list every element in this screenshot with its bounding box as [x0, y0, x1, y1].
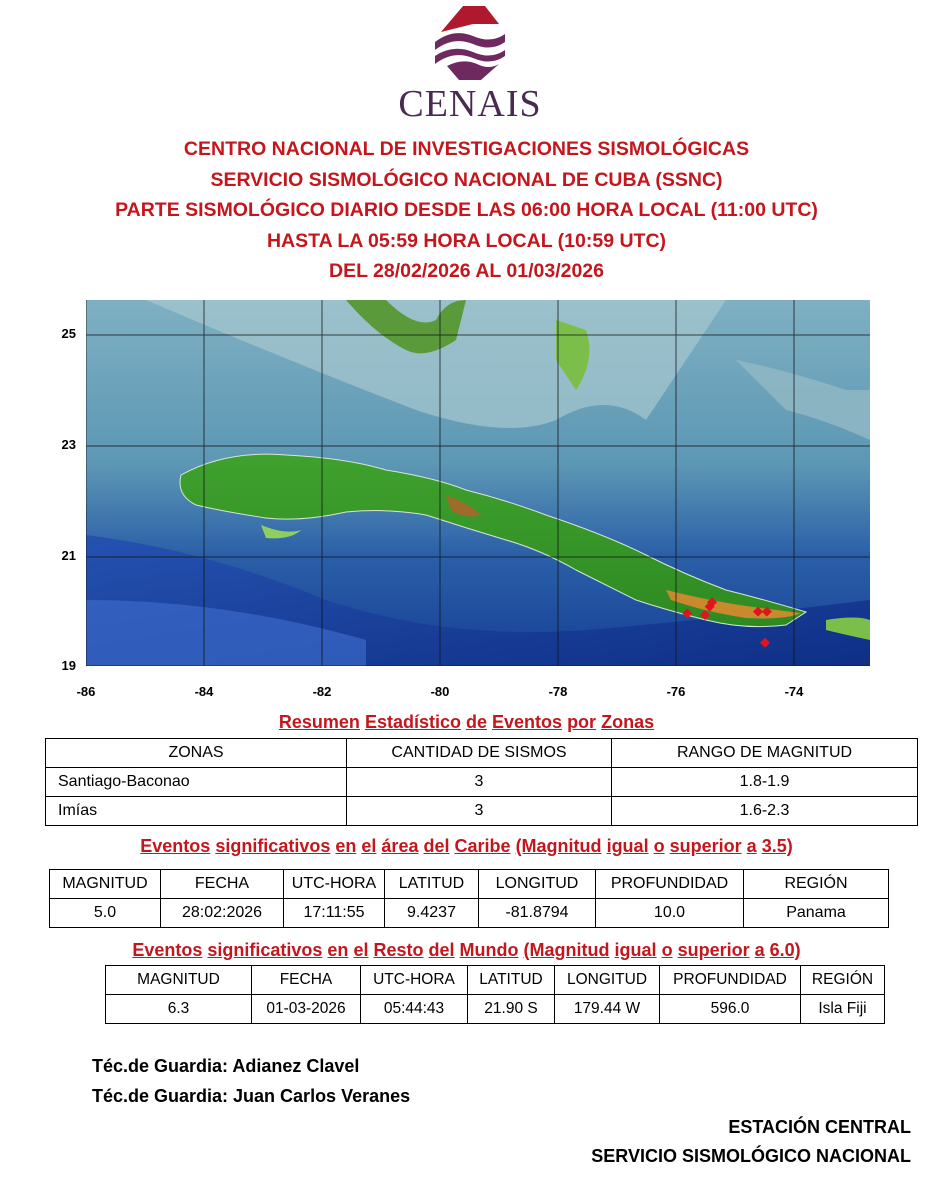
quake-count: 3: [347, 768, 612, 797]
column-header: LONGITUD: [479, 870, 596, 899]
y-tick-label: 19: [61, 658, 76, 673]
report-header: [0, 134, 933, 287]
table-header-row: [50, 870, 889, 899]
title-word: Zonas: [601, 712, 655, 732]
title-word: en: [335, 836, 357, 856]
event-time: 17:11:55: [284, 899, 385, 928]
column-header: UTC-HORA: [361, 966, 468, 995]
column-header: MAGNITUD: [50, 870, 161, 899]
event-latitude: 9.4237: [385, 899, 479, 928]
x-tick-label: -76: [666, 684, 686, 699]
footer-station: ESTACIÓN CENTRAL: [728, 1117, 911, 1137]
title-word: (Magnitud: [515, 836, 602, 856]
event-depth: 596.0: [660, 995, 801, 1024]
magnitude-range: 1.6-2.3: [612, 797, 918, 826]
zone-name: Imías: [46, 797, 347, 826]
map-canvas: [86, 300, 870, 666]
event-latitude: 21.90 S: [468, 995, 555, 1024]
table-header-row: [46, 739, 918, 768]
x-tick-label: -80: [430, 684, 450, 699]
column-header: LATITUD: [385, 870, 479, 899]
zones-title: [0, 712, 933, 733]
column-header: LATITUD: [468, 966, 555, 995]
x-tick-label: -74: [784, 684, 804, 699]
title-word: 3.5): [761, 836, 793, 856]
title-word: superior: [677, 940, 750, 960]
table-header-row: [106, 966, 885, 995]
table-row: [46, 768, 918, 797]
zones-table: [45, 738, 918, 826]
x-tick-label: -82: [312, 684, 332, 699]
event-region: Panama: [744, 899, 889, 928]
column-header: REGIÓN: [801, 966, 885, 995]
title-word: Mundo: [459, 940, 519, 960]
caribe-events-table: [49, 869, 889, 928]
magnitude-range: 1.8-1.9: [612, 768, 918, 797]
title-word: área: [381, 836, 419, 856]
title-word: o: [653, 836, 665, 856]
footer-service: SERVICIO SISMOLÓGICO NACIONAL: [591, 1146, 911, 1166]
event-region: Isla Fiji: [801, 995, 885, 1024]
zone-name: Santiago-Baconao: [46, 768, 347, 797]
title-word: el: [361, 836, 377, 856]
y-tick-label: 25: [61, 326, 76, 341]
event-magnitude: 5.0: [50, 899, 161, 928]
title-word: igual: [614, 940, 657, 960]
event-date: 01-03-2026: [252, 995, 361, 1024]
title-word: Caribe: [454, 836, 511, 856]
table-row: [50, 899, 889, 928]
title-word: a: [754, 940, 765, 960]
title-word: Eventos: [492, 712, 563, 732]
title-word: o: [661, 940, 673, 960]
x-tick-label: -78: [548, 684, 568, 699]
title-word: (Magnitud: [523, 940, 610, 960]
y-tick-label: 21: [61, 548, 76, 563]
header-line-report-end: HASTA LA 05:59 HORA LOCAL (10:59 UTC): [266, 229, 667, 252]
event-longitude: -81.8794: [479, 899, 596, 928]
title-word: Eventos: [140, 836, 211, 856]
x-tick-label: -84: [194, 684, 214, 699]
title-word: del: [428, 940, 455, 960]
title-word: el: [353, 940, 369, 960]
title-word: a: [746, 836, 757, 856]
column-header: UTC-HORA: [284, 870, 385, 899]
title-word: igual: [606, 836, 649, 856]
caribe-title: [0, 836, 933, 857]
y-tick-label: 23: [61, 437, 76, 452]
event-magnitude: 6.3: [106, 995, 252, 1024]
column-header: MAGNITUD: [106, 966, 252, 995]
title-word: significativos: [215, 836, 331, 856]
title-word: Resumen: [278, 712, 360, 732]
cenais-logo: [385, 4, 555, 125]
x-tick-label: -86: [76, 684, 96, 699]
quake-count: 3: [347, 797, 612, 826]
title-word: Eventos: [132, 940, 203, 960]
column-header: FECHA: [252, 966, 361, 995]
title-word: de: [465, 712, 487, 732]
column-header: FECHA: [161, 870, 284, 899]
title-word: en: [327, 940, 349, 960]
table-row: [106, 995, 885, 1024]
cenais-seismic-wave-logo-icon: [433, 4, 507, 82]
title-word: superior: [669, 836, 742, 856]
mundo-title: [0, 940, 933, 961]
title-word: significativos: [207, 940, 323, 960]
title-word: por: [567, 712, 597, 732]
column-header: PROFUNDIDAD: [660, 966, 801, 995]
column-header: REGIÓN: [744, 870, 889, 899]
title-word: 6.0): [769, 940, 801, 960]
duty-technician-1: Téc.de Guardia: Adianez Clavel: [92, 1056, 360, 1076]
duty-technician-2: Téc.de Guardia: Juan Carlos Veranes: [92, 1086, 411, 1106]
title-word: Resto: [373, 940, 424, 960]
header-line-institution: CENTRO NACIONAL DE INVESTIGACIONES SISMOLÓGICAS: [183, 138, 750, 160]
header-line-report-start: PARTE SISMOLÓGICO DIARIO DESDE LAS 06:00 HORA LOCAL (11:00 UTC): [115, 199, 818, 221]
table-row: [46, 797, 918, 826]
world-events-table: [105, 965, 885, 1024]
column-header: RANGO DE MAGNITUD: [612, 739, 918, 768]
title-word: del: [423, 836, 450, 856]
column-header: PROFUNDIDAD: [596, 870, 744, 899]
event-time: 05:44:43: [361, 995, 468, 1024]
column-header: ZONAS: [46, 739, 347, 768]
column-header: LONGITUD: [555, 966, 660, 995]
event-date: 28:02:2026: [161, 899, 284, 928]
event-longitude: 179.44 W: [555, 995, 660, 1024]
event-depth: 10.0: [596, 899, 744, 928]
title-word: Estadístico: [364, 712, 461, 732]
header-line-service: SERVICIO SISMOLÓGICO NACIONAL DE CUBA (SSNC): [210, 168, 723, 191]
column-header: CANTIDAD DE SISMOS: [347, 739, 612, 768]
logo-text: CENAIS: [398, 83, 542, 125]
header-line-dates: DEL 28/02/2026 AL 01/03/2026: [328, 260, 604, 282]
seismic-map: [50, 298, 880, 710]
